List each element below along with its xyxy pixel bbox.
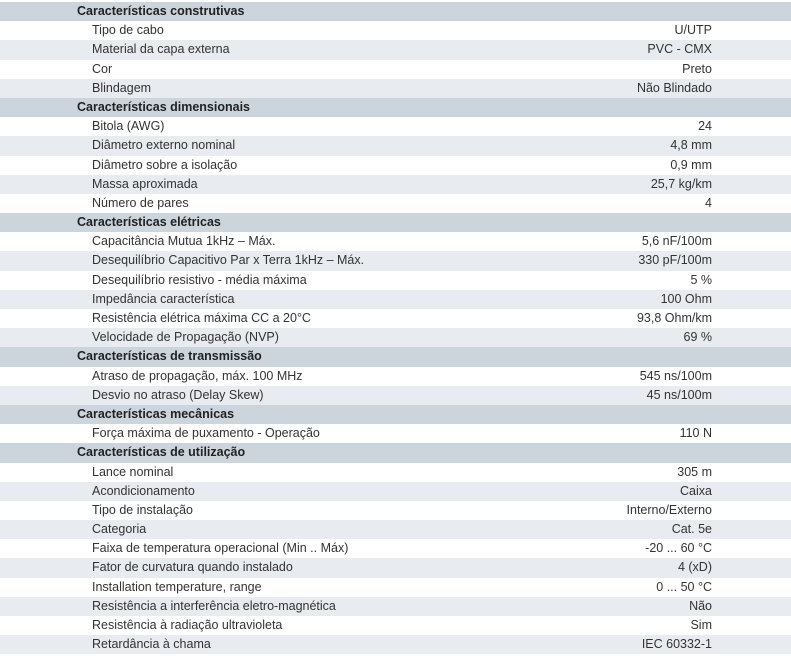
property-value: 0 ... 50 °C — [656, 579, 712, 594]
section-header — [0, 2, 791, 21]
table-row — [0, 482, 791, 501]
property-value: 69 % — [683, 330, 712, 345]
section-title: Características dimensionais — [77, 99, 250, 114]
property-value: 110 N — [679, 426, 712, 441]
property-label: Lance nominal — [92, 464, 174, 479]
section-header — [0, 213, 791, 232]
table-row — [0, 271, 791, 290]
property-value: 330 pF/100m — [638, 253, 712, 268]
table-row — [0, 60, 791, 79]
property-value: 305 m — [677, 464, 712, 479]
table-row — [0, 367, 791, 386]
property-value: -20 ... 60 °C — [645, 541, 712, 556]
property-value: 545 ns/100m — [639, 368, 712, 383]
table-row — [0, 156, 791, 175]
table-row — [0, 79, 791, 98]
table-row — [0, 232, 791, 251]
table-row — [0, 501, 791, 520]
table-row — [0, 386, 791, 405]
property-value: Caixa — [680, 483, 712, 498]
property-value: Não — [689, 598, 712, 613]
property-value: 4 (xD) — [677, 560, 712, 575]
section-title: Características elétricas — [77, 215, 221, 230]
table-row — [0, 597, 791, 616]
property-value: Preto — [682, 61, 712, 76]
table-row — [0, 578, 791, 597]
property-label: Impedância característica — [92, 291, 235, 306]
table-row — [0, 290, 791, 309]
property-value: 45 ns/100m — [646, 387, 712, 402]
section-title: Características construtivas — [77, 4, 245, 18]
property-label: Resistência à radiação ultravioleta — [92, 618, 283, 632]
property-label: Desvio no atraso (Delay Skew) — [92, 387, 264, 402]
property-value: 5,6 nF/100m — [641, 234, 712, 249]
property-label: Capacitância Mutua 1kHz – Máx. — [92, 234, 276, 249]
table-row — [0, 424, 791, 443]
property-label: Resistência a interferência eletro-magnética — [92, 598, 336, 613]
table-row — [0, 21, 791, 40]
property-label: Diâmetro sobre a isolação — [92, 157, 238, 172]
property-value: 4 — [705, 195, 712, 210]
property-label: Fator de curvatura quando instalado — [92, 560, 293, 575]
property-value: 4,8 mm — [670, 138, 712, 153]
property-value: 0,9 mm — [670, 157, 712, 172]
property-value: PVC - CMX — [647, 42, 712, 57]
property-label: Número de pares — [92, 195, 189, 210]
property-value: U/UTP — [674, 23, 712, 38]
section-header — [0, 405, 791, 424]
property-label: Massa aproximada — [92, 176, 198, 191]
property-label: Velocidade de Propagação (NVP) — [92, 330, 279, 345]
property-label: Retardância à chama — [92, 637, 211, 652]
property-label: Categoria — [92, 522, 147, 537]
property-value: 93,8 Ohm/km — [636, 311, 712, 325]
property-value: 100 Ohm — [660, 291, 712, 306]
property-label: Desequilíbrio resistivo - média máxima — [92, 272, 307, 287]
property-label: Tipo de cabo — [92, 23, 164, 38]
property-label: Desequilíbrio Capacitivo Par x Terra 1kHz – Máx. — [92, 253, 365, 268]
property-label: Resistência elétrica máxima CC a 20°C — [92, 311, 311, 325]
property-label: Bitola (AWG) — [92, 119, 165, 134]
table-row — [0, 616, 791, 635]
property-value: Cat. 5e — [671, 522, 712, 537]
table-row — [0, 539, 791, 558]
table-row — [0, 558, 791, 577]
property-label: Força máxima de puxamento - Operação — [92, 426, 320, 441]
property-label: Material da capa externa — [92, 42, 230, 57]
table-row — [0, 328, 791, 347]
property-value: 5 % — [690, 272, 712, 287]
table-row — [0, 194, 791, 213]
property-value: Não Blindado — [636, 80, 712, 95]
section-title: Características de utilização — [77, 445, 246, 460]
table-row — [0, 309, 791, 328]
property-label: Acondicionamento — [92, 483, 195, 498]
property-label: Installation temperature, range — [92, 579, 262, 594]
table-row — [0, 251, 791, 270]
property-value: Sim — [690, 618, 712, 632]
property-label: Blindagem — [92, 80, 152, 95]
property-label: Tipo de instalação — [92, 502, 193, 517]
table-row — [0, 136, 791, 155]
property-label: Faixa de temperatura operacional (Min .. Máx) — [92, 541, 349, 556]
table-row — [0, 635, 791, 654]
section-header — [0, 98, 791, 117]
property-value: 25,7 kg/km — [650, 176, 712, 191]
section-header — [0, 347, 791, 366]
property-value: Interno/Externo — [626, 502, 712, 517]
property-label: Cor — [92, 61, 113, 76]
table-row — [0, 175, 791, 194]
property-value: 24 — [698, 119, 712, 134]
property-label: Atraso de propagação, máx. 100 MHz — [92, 368, 303, 383]
section-header — [0, 443, 791, 462]
property-label: Diâmetro externo nominal — [92, 138, 236, 153]
section-title: Características mecânicas — [77, 406, 235, 421]
table-row — [0, 117, 791, 136]
section-title: Características de transmissão — [77, 349, 262, 364]
table-row — [0, 463, 791, 482]
property-value: IEC 60332-1 — [641, 637, 712, 652]
table-row — [0, 40, 791, 59]
table-row — [0, 520, 791, 539]
